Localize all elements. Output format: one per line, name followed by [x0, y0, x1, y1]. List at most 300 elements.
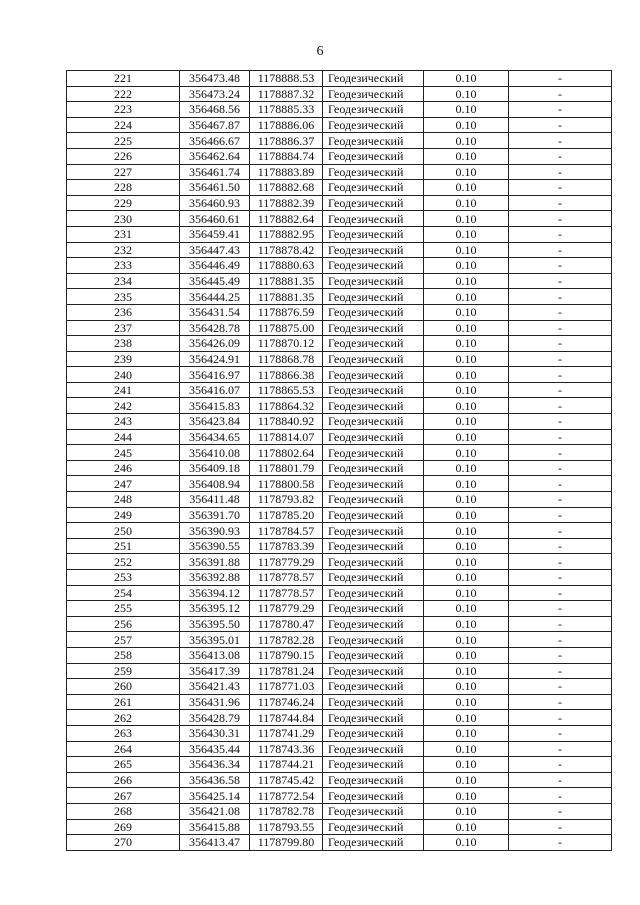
x-coordinate-cell: 356444.25 — [180, 289, 250, 305]
x-coordinate-cell: 356413.08 — [180, 647, 250, 663]
table-row — [67, 211, 612, 227]
x-coordinate-cell: 356417.39 — [180, 663, 250, 679]
point-number-cell: 230 — [67, 211, 180, 227]
accuracy-cell: 0.10 — [424, 554, 509, 570]
description-cell: - — [509, 492, 612, 508]
description-cell: - — [509, 803, 612, 819]
accuracy-cell: 0.10 — [424, 694, 509, 710]
accuracy-cell: 0.10 — [424, 741, 509, 757]
method-cell: Геодезический — [323, 647, 424, 663]
method-cell: Геодезический — [323, 211, 424, 227]
accuracy-cell: 0.10 — [424, 788, 509, 804]
accuracy-cell: 0.10 — [424, 663, 509, 679]
point-number-cell: 249 — [67, 507, 180, 523]
x-coordinate-cell: 356394.12 — [180, 585, 250, 601]
y-coordinate-cell: 1178784.57 — [250, 523, 323, 539]
description-cell: - — [509, 445, 612, 461]
y-coordinate-cell: 1178886.37 — [250, 133, 323, 149]
accuracy-cell: 0.10 — [424, 803, 509, 819]
x-coordinate-cell: 356415.88 — [180, 819, 250, 835]
table-row — [67, 538, 612, 554]
y-coordinate-cell: 1178885.33 — [250, 102, 323, 118]
y-coordinate-cell: 1178801.79 — [250, 460, 323, 476]
page-number: 6 — [316, 44, 324, 59]
y-coordinate-cell: 1178790.15 — [250, 647, 323, 663]
table-row — [67, 601, 612, 617]
method-cell: Геодезический — [323, 304, 424, 320]
x-coordinate-cell: 356395.01 — [180, 632, 250, 648]
point-number-cell: 264 — [67, 741, 180, 757]
table-row — [67, 258, 612, 274]
method-cell: Геодезический — [323, 86, 424, 102]
x-coordinate-cell: 356460.61 — [180, 211, 250, 227]
y-coordinate-cell: 1178746.24 — [250, 694, 323, 710]
x-coordinate-cell: 356434.65 — [180, 429, 250, 445]
method-cell: Геодезический — [323, 507, 424, 523]
accuracy-cell: 0.10 — [424, 835, 509, 851]
description-cell: - — [509, 211, 612, 227]
x-coordinate-cell: 356428.79 — [180, 710, 250, 726]
method-cell: Геодезический — [323, 757, 424, 773]
method-cell: Геодезический — [323, 710, 424, 726]
y-coordinate-cell: 1178771.03 — [250, 679, 323, 695]
y-coordinate-cell: 1178887.32 — [250, 86, 323, 102]
point-number-cell: 235 — [67, 289, 180, 305]
table-row — [67, 492, 612, 508]
method-cell: Геодезический — [323, 382, 424, 398]
method-cell: Геодезический — [323, 429, 424, 445]
accuracy-cell: 0.10 — [424, 71, 509, 87]
description-cell: - — [509, 694, 612, 710]
point-number-cell: 233 — [67, 258, 180, 274]
method-cell: Геодезический — [323, 289, 424, 305]
x-coordinate-cell: 356424.91 — [180, 351, 250, 367]
method-cell: Геодезический — [323, 835, 424, 851]
table-row — [67, 86, 612, 102]
y-coordinate-cell: 1178883.89 — [250, 164, 323, 180]
table-row — [67, 585, 612, 601]
y-coordinate-cell: 1178800.58 — [250, 476, 323, 492]
table-row — [67, 616, 612, 632]
table-row — [67, 679, 612, 695]
x-coordinate-cell: 356445.49 — [180, 273, 250, 289]
method-cell: Геодезический — [323, 788, 424, 804]
point-number-cell: 238 — [67, 336, 180, 352]
method-cell: Геодезический — [323, 460, 424, 476]
x-coordinate-cell: 356415.83 — [180, 398, 250, 414]
description-cell: - — [509, 835, 612, 851]
point-number-cell: 224 — [67, 117, 180, 133]
method-cell: Геодезический — [323, 570, 424, 586]
table-row — [67, 772, 612, 788]
table-row — [67, 289, 612, 305]
description-cell: - — [509, 523, 612, 539]
method-cell: Геодезический — [323, 164, 424, 180]
accuracy-cell: 0.10 — [424, 429, 509, 445]
x-coordinate-cell: 356446.49 — [180, 258, 250, 274]
x-coordinate-cell: 356411.48 — [180, 492, 250, 508]
point-number-cell: 270 — [67, 835, 180, 851]
y-coordinate-cell: 1178744.21 — [250, 757, 323, 773]
description-cell: - — [509, 133, 612, 149]
table-row — [67, 757, 612, 773]
method-cell: Геодезический — [323, 195, 424, 211]
method-cell: Геодезический — [323, 679, 424, 695]
point-number-cell: 245 — [67, 445, 180, 461]
x-coordinate-cell: 356466.67 — [180, 133, 250, 149]
description-cell: - — [509, 460, 612, 476]
method-cell: Геодезический — [323, 632, 424, 648]
description-cell: - — [509, 772, 612, 788]
accuracy-cell: 0.10 — [424, 507, 509, 523]
x-coordinate-cell: 356390.93 — [180, 523, 250, 539]
method-cell: Геодезический — [323, 492, 424, 508]
table-row — [67, 523, 612, 539]
y-coordinate-cell: 1178785.20 — [250, 507, 323, 523]
description-cell: - — [509, 195, 612, 211]
point-number-cell: 269 — [67, 819, 180, 835]
x-coordinate-cell: 356428.78 — [180, 320, 250, 336]
point-number-cell: 244 — [67, 429, 180, 445]
description-cell: - — [509, 585, 612, 601]
point-number-cell: 262 — [67, 710, 180, 726]
point-number-cell: 241 — [67, 382, 180, 398]
accuracy-cell: 0.10 — [424, 757, 509, 773]
accuracy-cell: 0.10 — [424, 117, 509, 133]
description-cell: - — [509, 226, 612, 242]
x-coordinate-cell: 356467.87 — [180, 117, 250, 133]
description-cell: - — [509, 320, 612, 336]
description-cell: - — [509, 741, 612, 757]
table-row — [67, 694, 612, 710]
accuracy-cell: 0.10 — [424, 351, 509, 367]
method-cell: Геодезический — [323, 258, 424, 274]
point-number-cell: 247 — [67, 476, 180, 492]
accuracy-cell: 0.10 — [424, 102, 509, 118]
method-cell: Геодезический — [323, 351, 424, 367]
table-row — [67, 180, 612, 196]
method-cell: Геодезический — [323, 585, 424, 601]
x-coordinate-cell: 356409.18 — [180, 460, 250, 476]
table-row — [67, 460, 612, 476]
accuracy-cell: 0.10 — [424, 616, 509, 632]
y-coordinate-cell: 1178745.42 — [250, 772, 323, 788]
y-coordinate-cell: 1178882.68 — [250, 180, 323, 196]
description-cell: - — [509, 632, 612, 648]
x-coordinate-cell: 356390.55 — [180, 538, 250, 554]
x-coordinate-cell: 356461.74 — [180, 164, 250, 180]
x-coordinate-cell: 356410.08 — [180, 445, 250, 461]
table-row — [67, 445, 612, 461]
y-coordinate-cell: 1178868.78 — [250, 351, 323, 367]
method-cell: Геодезический — [323, 133, 424, 149]
accuracy-cell: 0.10 — [424, 226, 509, 242]
table-row — [67, 336, 612, 352]
table-row — [67, 367, 612, 383]
method-cell: Геодезический — [323, 180, 424, 196]
point-number-cell: 231 — [67, 226, 180, 242]
method-cell: Геодезический — [323, 694, 424, 710]
description-cell: - — [509, 102, 612, 118]
table-row — [67, 148, 612, 164]
accuracy-cell: 0.10 — [424, 180, 509, 196]
accuracy-cell: 0.10 — [424, 538, 509, 554]
description-cell: - — [509, 679, 612, 695]
method-cell: Геодезический — [323, 414, 424, 430]
accuracy-cell: 0.10 — [424, 164, 509, 180]
table-row — [67, 71, 612, 87]
x-coordinate-cell: 356426.09 — [180, 336, 250, 352]
x-coordinate-cell: 356430.31 — [180, 725, 250, 741]
method-cell: Геодезический — [323, 772, 424, 788]
table-row — [67, 398, 612, 414]
description-cell: - — [509, 164, 612, 180]
description-cell: - — [509, 819, 612, 835]
x-coordinate-cell: 356460.93 — [180, 195, 250, 211]
point-number-cell: 222 — [67, 86, 180, 102]
accuracy-cell: 0.10 — [424, 445, 509, 461]
y-coordinate-cell: 1178779.29 — [250, 554, 323, 570]
accuracy-cell: 0.10 — [424, 398, 509, 414]
method-cell: Геодезический — [323, 554, 424, 570]
table-row — [67, 554, 612, 570]
y-coordinate-cell: 1178882.39 — [250, 195, 323, 211]
y-coordinate-cell: 1178779.29 — [250, 601, 323, 617]
x-coordinate-cell: 356435.44 — [180, 741, 250, 757]
method-cell: Геодезический — [323, 476, 424, 492]
point-number-cell: 254 — [67, 585, 180, 601]
description-cell: - — [509, 429, 612, 445]
table-row — [67, 226, 612, 242]
accuracy-cell: 0.10 — [424, 148, 509, 164]
point-number-cell: 252 — [67, 554, 180, 570]
x-coordinate-cell: 356425.14 — [180, 788, 250, 804]
description-cell: - — [509, 289, 612, 305]
description-cell: - — [509, 336, 612, 352]
x-coordinate-cell: 356395.50 — [180, 616, 250, 632]
x-coordinate-cell: 356431.96 — [180, 694, 250, 710]
accuracy-cell: 0.10 — [424, 133, 509, 149]
point-number-cell: 225 — [67, 133, 180, 149]
table-row — [67, 741, 612, 757]
method-cell: Геодезический — [323, 523, 424, 539]
table-row — [67, 710, 612, 726]
y-coordinate-cell: 1178865.53 — [250, 382, 323, 398]
table-row — [67, 570, 612, 586]
accuracy-cell: 0.10 — [424, 725, 509, 741]
y-coordinate-cell: 1178778.57 — [250, 570, 323, 586]
method-cell: Геодезический — [323, 367, 424, 383]
point-number-cell: 257 — [67, 632, 180, 648]
accuracy-cell: 0.10 — [424, 414, 509, 430]
x-coordinate-cell: 356436.34 — [180, 757, 250, 773]
point-number-cell: 256 — [67, 616, 180, 632]
description-cell: - — [509, 788, 612, 804]
table-row — [67, 507, 612, 523]
point-number-cell: 258 — [67, 647, 180, 663]
description-cell: - — [509, 180, 612, 196]
description-cell: - — [509, 367, 612, 383]
description-cell: - — [509, 242, 612, 258]
accuracy-cell: 0.10 — [424, 304, 509, 320]
point-number-cell: 259 — [67, 663, 180, 679]
description-cell: - — [509, 663, 612, 679]
accuracy-cell: 0.10 — [424, 195, 509, 211]
method-cell: Геодезический — [323, 148, 424, 164]
y-coordinate-cell: 1178780.47 — [250, 616, 323, 632]
description-cell: - — [509, 382, 612, 398]
point-number-cell: 237 — [67, 320, 180, 336]
y-coordinate-cell: 1178870.12 — [250, 336, 323, 352]
y-coordinate-cell: 1178880.63 — [250, 258, 323, 274]
point-number-cell: 227 — [67, 164, 180, 180]
method-cell: Геодезический — [323, 117, 424, 133]
accuracy-cell: 0.10 — [424, 492, 509, 508]
method-cell: Геодезический — [323, 273, 424, 289]
point-number-cell: 255 — [67, 601, 180, 617]
description-cell: - — [509, 148, 612, 164]
point-number-cell: 261 — [67, 694, 180, 710]
accuracy-cell: 0.10 — [424, 382, 509, 398]
description-cell: - — [509, 647, 612, 663]
accuracy-cell: 0.10 — [424, 86, 509, 102]
y-coordinate-cell: 1178781.24 — [250, 663, 323, 679]
method-cell: Геодезический — [323, 398, 424, 414]
y-coordinate-cell: 1178741.29 — [250, 725, 323, 741]
point-number-cell: 223 — [67, 102, 180, 118]
y-coordinate-cell: 1178882.64 — [250, 211, 323, 227]
y-coordinate-cell: 1178884.74 — [250, 148, 323, 164]
description-cell: - — [509, 351, 612, 367]
method-cell: Геодезический — [323, 803, 424, 819]
point-number-cell: 265 — [67, 757, 180, 773]
accuracy-cell: 0.10 — [424, 585, 509, 601]
table-row — [67, 663, 612, 679]
method-cell: Геодезический — [323, 616, 424, 632]
y-coordinate-cell: 1178875.00 — [250, 320, 323, 336]
method-cell: Геодезический — [323, 242, 424, 258]
x-coordinate-cell: 356461.50 — [180, 180, 250, 196]
table-row — [67, 273, 612, 289]
accuracy-cell: 0.10 — [424, 320, 509, 336]
table-row — [67, 476, 612, 492]
point-number-cell: 240 — [67, 367, 180, 383]
y-coordinate-cell: 1178744.84 — [250, 710, 323, 726]
accuracy-cell: 0.10 — [424, 772, 509, 788]
accuracy-cell: 0.10 — [424, 460, 509, 476]
point-number-cell: 253 — [67, 570, 180, 586]
x-coordinate-cell: 356468.56 — [180, 102, 250, 118]
table-row — [67, 414, 612, 430]
coordinates-table — [66, 70, 612, 851]
table-row — [67, 788, 612, 804]
x-coordinate-cell: 356392.88 — [180, 570, 250, 586]
y-coordinate-cell: 1178782.28 — [250, 632, 323, 648]
x-coordinate-cell: 356416.97 — [180, 367, 250, 383]
coordinates-table-body — [67, 71, 612, 851]
accuracy-cell: 0.10 — [424, 632, 509, 648]
table-row — [67, 429, 612, 445]
description-cell: - — [509, 273, 612, 289]
x-coordinate-cell: 356421.43 — [180, 679, 250, 695]
x-coordinate-cell: 356473.48 — [180, 71, 250, 87]
y-coordinate-cell: 1178881.35 — [250, 289, 323, 305]
accuracy-cell: 0.10 — [424, 476, 509, 492]
table-row — [67, 725, 612, 741]
table-row — [67, 195, 612, 211]
accuracy-cell: 0.10 — [424, 601, 509, 617]
point-number-cell: 250 — [67, 523, 180, 539]
accuracy-cell: 0.10 — [424, 570, 509, 586]
method-cell: Геодезический — [323, 71, 424, 87]
table-row — [67, 632, 612, 648]
description-cell: - — [509, 304, 612, 320]
table-row — [67, 164, 612, 180]
description-cell: - — [509, 601, 612, 617]
description-cell: - — [509, 725, 612, 741]
accuracy-cell: 0.10 — [424, 679, 509, 695]
table-row — [67, 819, 612, 835]
table-row — [67, 351, 612, 367]
point-number-cell: 268 — [67, 803, 180, 819]
y-coordinate-cell: 1178782.78 — [250, 803, 323, 819]
x-coordinate-cell: 356408.94 — [180, 476, 250, 492]
accuracy-cell: 0.10 — [424, 289, 509, 305]
description-cell: - — [509, 117, 612, 133]
y-coordinate-cell: 1178814.07 — [250, 429, 323, 445]
y-coordinate-cell: 1178881.35 — [250, 273, 323, 289]
accuracy-cell: 0.10 — [424, 647, 509, 663]
point-number-cell: 251 — [67, 538, 180, 554]
y-coordinate-cell: 1178793.82 — [250, 492, 323, 508]
method-cell: Геодезический — [323, 336, 424, 352]
description-cell: - — [509, 258, 612, 274]
accuracy-cell: 0.10 — [424, 273, 509, 289]
description-cell: - — [509, 616, 612, 632]
point-number-cell: 232 — [67, 242, 180, 258]
accuracy-cell: 0.10 — [424, 258, 509, 274]
table-row — [67, 242, 612, 258]
y-coordinate-cell: 1178878.42 — [250, 242, 323, 258]
method-cell: Геодезический — [323, 538, 424, 554]
x-coordinate-cell: 356436.58 — [180, 772, 250, 788]
point-number-cell: 246 — [67, 460, 180, 476]
table-row — [67, 647, 612, 663]
description-cell: - — [509, 710, 612, 726]
accuracy-cell: 0.10 — [424, 819, 509, 835]
description-cell: - — [509, 86, 612, 102]
accuracy-cell: 0.10 — [424, 523, 509, 539]
x-coordinate-cell: 356462.64 — [180, 148, 250, 164]
method-cell: Геодезический — [323, 445, 424, 461]
description-cell: - — [509, 757, 612, 773]
point-number-cell: 236 — [67, 304, 180, 320]
point-number-cell: 263 — [67, 725, 180, 741]
y-coordinate-cell: 1178772.54 — [250, 788, 323, 804]
description-cell: - — [509, 71, 612, 87]
y-coordinate-cell: 1178882.95 — [250, 226, 323, 242]
point-number-cell: 260 — [67, 679, 180, 695]
method-cell: Геодезический — [323, 102, 424, 118]
accuracy-cell: 0.10 — [424, 367, 509, 383]
x-coordinate-cell: 356459.41 — [180, 226, 250, 242]
point-number-cell: 226 — [67, 148, 180, 164]
point-number-cell: 248 — [67, 492, 180, 508]
y-coordinate-cell: 1178886.06 — [250, 117, 323, 133]
method-cell: Геодезический — [323, 601, 424, 617]
method-cell: Геодезический — [323, 320, 424, 336]
point-number-cell: 266 — [67, 772, 180, 788]
